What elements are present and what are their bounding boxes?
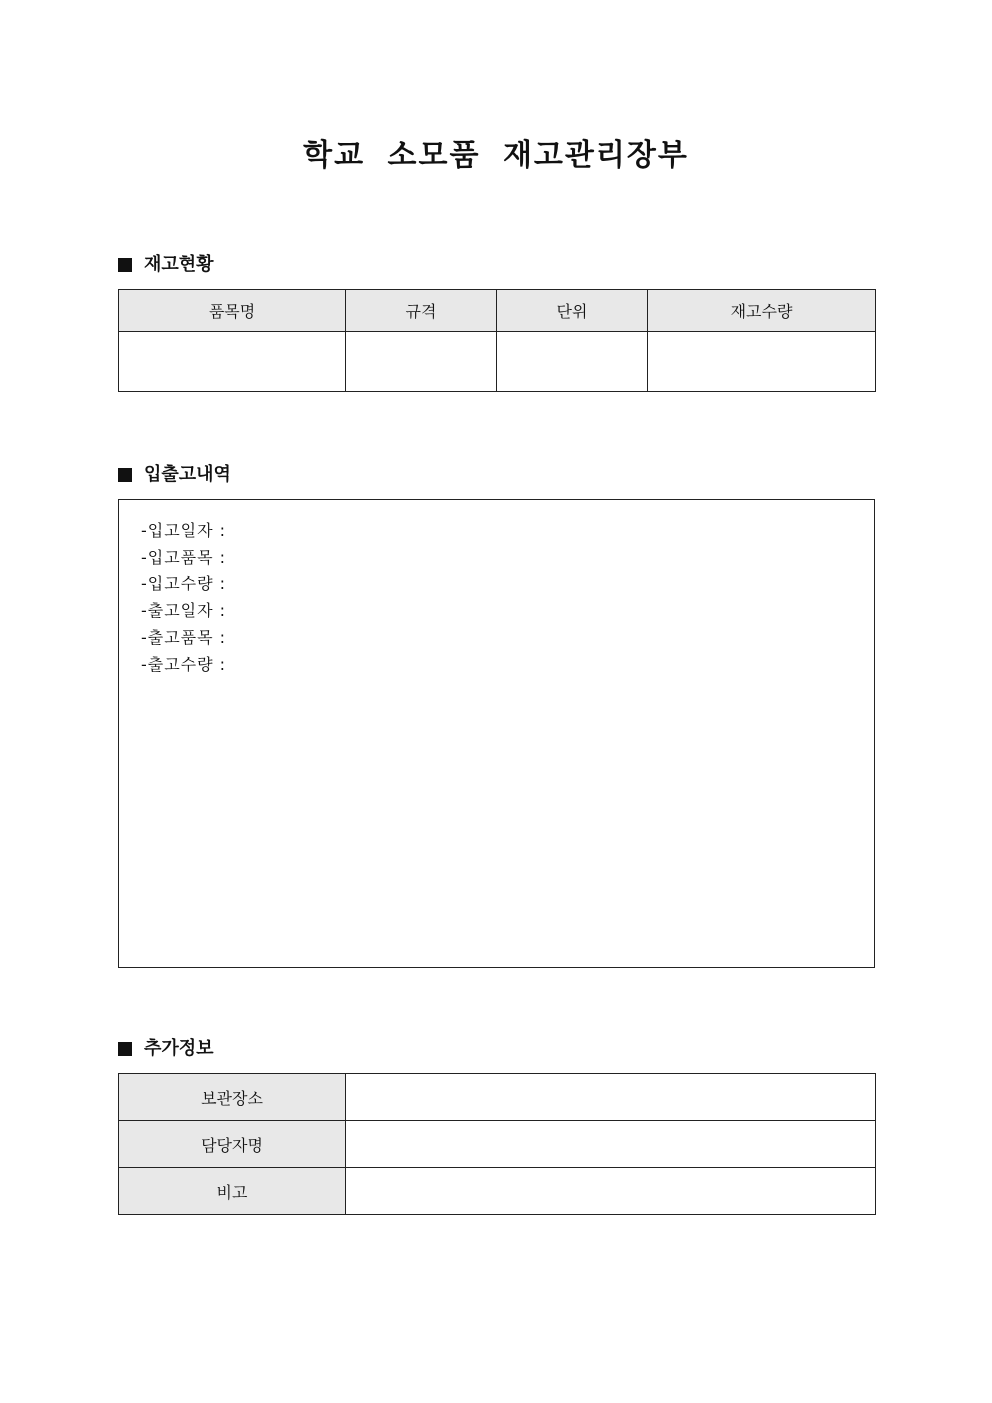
table-row	[119, 1168, 876, 1215]
extra-info-table	[118, 1073, 876, 1215]
list-item: -출고품목 :	[141, 627, 227, 647]
section-heading-extra	[118, 1037, 214, 1061]
section-heading-extra-label: 추가정보	[144, 1038, 214, 1059]
column-header-stock-qty: 재고수량	[648, 290, 876, 332]
cell-spec[interactable]	[346, 332, 497, 392]
cell-manager-name[interactable]	[346, 1121, 876, 1168]
black-square-icon	[118, 468, 132, 482]
table-row	[119, 1074, 876, 1121]
list-item: -입고품목 :	[141, 547, 227, 567]
section-heading-history-label: 입출고내역	[144, 464, 231, 485]
list-item: -출고일자 :	[141, 601, 227, 621]
cell-item-name[interactable]	[119, 332, 346, 392]
list-item: -입고일자 :	[141, 521, 227, 540]
section-heading-history	[118, 463, 231, 487]
row-label-manager-name: 담당자명	[119, 1121, 346, 1168]
row-label-storage-location: 보관장소	[119, 1074, 346, 1121]
table-row	[119, 332, 876, 392]
table-row	[119, 1121, 876, 1168]
black-square-icon	[118, 258, 132, 272]
black-square-icon	[118, 1042, 132, 1056]
list-item: -입고수량 :	[141, 574, 227, 594]
stock-table-header-row	[119, 290, 876, 332]
list-item: -출고수량 :	[141, 654, 227, 674]
section-heading-stock-label: 재고현황	[144, 254, 214, 275]
column-header-unit: 단위	[497, 290, 648, 332]
stock-table	[118, 289, 876, 392]
column-header-item-name: 품목명	[119, 290, 346, 332]
cell-unit[interactable]	[497, 332, 648, 392]
row-label-remarks: 비고	[119, 1168, 346, 1215]
cell-remarks[interactable]	[346, 1168, 876, 1215]
history-list	[119, 500, 874, 678]
page-title: 학교 소모품 재고관리장부	[303, 138, 689, 173]
history-box[interactable]	[118, 499, 875, 968]
cell-storage-location[interactable]	[346, 1074, 876, 1121]
cell-stock-qty[interactable]	[648, 332, 876, 392]
column-header-spec: 규격	[346, 290, 497, 332]
section-heading-stock	[118, 253, 214, 277]
